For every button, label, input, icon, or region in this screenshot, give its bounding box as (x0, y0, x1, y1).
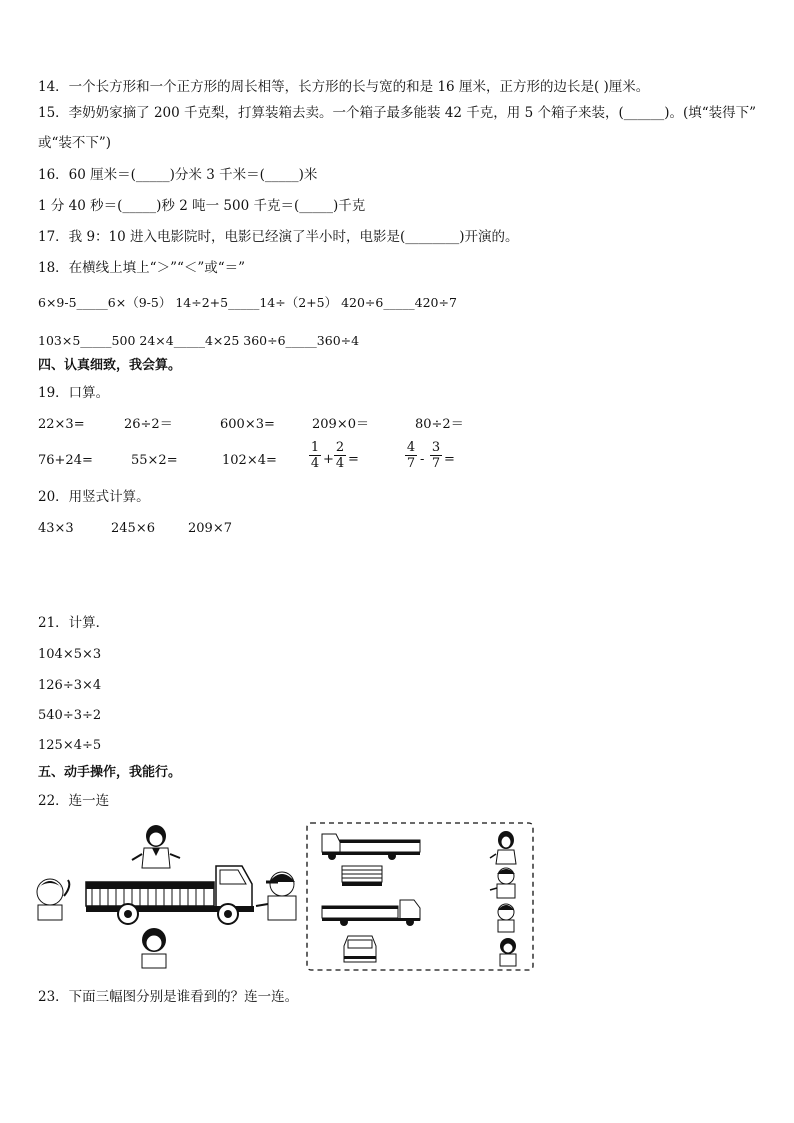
question-22: 22．连一连 (38, 793, 110, 809)
vertical-calc-item: 209×7 (188, 521, 232, 536)
section-5-title: 五、动手操作，我能行。 (38, 765, 182, 780)
question-16-line2: 1 分 40 秒＝(_____)秒 2 吨一 500 千克＝(_____)千克 (38, 198, 366, 214)
calc-item: 22×3= (38, 417, 85, 432)
adult-icon (490, 868, 515, 898)
calc-item: 126÷3×4 (38, 678, 102, 693)
fraction (309, 440, 321, 471)
calc-item: 209×0＝ (312, 417, 369, 432)
operator: + (323, 452, 334, 467)
numerator: 2 (335, 440, 345, 455)
fraction (334, 440, 346, 471)
equals: = (444, 452, 455, 467)
views-box (306, 822, 534, 972)
question-15-line2: 或“装不下”) (38, 135, 112, 151)
question-15-line1: 15．李奶奶家摘了 200 千克梨，打算装箱去卖。一个箱子最多能装 42 千克，用 5 个箱子来装，(______)。(填“装得下” (38, 105, 757, 121)
truck-front-view-icon (344, 936, 376, 962)
denominator: 4 (310, 456, 320, 471)
calc-item: 600×3= (220, 417, 275, 432)
child-icon (490, 831, 516, 864)
truck-icon (86, 866, 254, 924)
equals: = (348, 452, 359, 467)
question-16-line1: 16．60 厘米＝(_____)分米 3 千米＝(_____)米 (38, 167, 318, 183)
section-4-title: 四、认真细致，我会算。 (38, 358, 182, 373)
calc-item: 55×2= (131, 453, 178, 468)
calc-item: 80÷2＝ (415, 417, 464, 432)
denominator: 4 (335, 456, 345, 471)
child-icon (500, 938, 516, 966)
calc-item: 104×5×3 (38, 647, 102, 662)
numerator: 3 (431, 440, 441, 455)
question-20: 20．用竖式计算。 (38, 489, 150, 505)
question-18-row1: 6×9-5_____6×（9-5） 14÷2+5_____14÷（2+5） 420÷6_____420÷7 (38, 295, 457, 310)
child-icon (498, 904, 514, 932)
child-icon (37, 879, 69, 920)
truck-scene-illustration (30, 822, 300, 970)
denominator: 7 (406, 456, 416, 471)
question-18-row2: 103×5_____500 24×4_____4×25 360÷6_____360÷4 (38, 333, 360, 348)
truck-side-view-icon (322, 900, 420, 926)
numerator: 4 (406, 440, 416, 455)
fraction (430, 440, 442, 471)
question-17: 17．我 9：10 进入电影院时，电影已经演了半小时，电影是(________)开演的。 (38, 229, 519, 245)
calc-item: 540÷3÷2 (38, 708, 102, 723)
fraction (405, 440, 417, 471)
truck-side-view-icon (322, 834, 420, 860)
adult-icon (256, 872, 296, 920)
numerator: 1 (310, 440, 320, 455)
denominator: 7 (431, 456, 441, 471)
child-icon (142, 928, 166, 968)
vertical-calc-item: 43×3 (38, 521, 74, 536)
question-23: 23．下面三幅图分别是谁看到的？连一连。 (38, 989, 299, 1005)
calc-item: 76+24= (38, 453, 93, 468)
truck-top-view-icon (342, 866, 382, 886)
question-19: 19．口算。 (38, 385, 110, 401)
question-18: 18．在横线上填上“＞”“＜”或“＝” (38, 260, 246, 276)
question-14: 14．一个长方形和一个正方形的周长相等，长方形的长与宽的和是 16 厘米，正方形的边长是( )厘米。 (38, 79, 650, 95)
calc-item: 125×4÷5 (38, 738, 102, 753)
operator: - (420, 452, 425, 467)
calc-item: 102×4= (222, 453, 277, 468)
question-21: 21．计算． (38, 615, 110, 631)
calc-item: 26÷2＝ (124, 417, 173, 432)
vertical-calc-item: 245×6 (111, 521, 155, 536)
child-icon (132, 825, 180, 868)
